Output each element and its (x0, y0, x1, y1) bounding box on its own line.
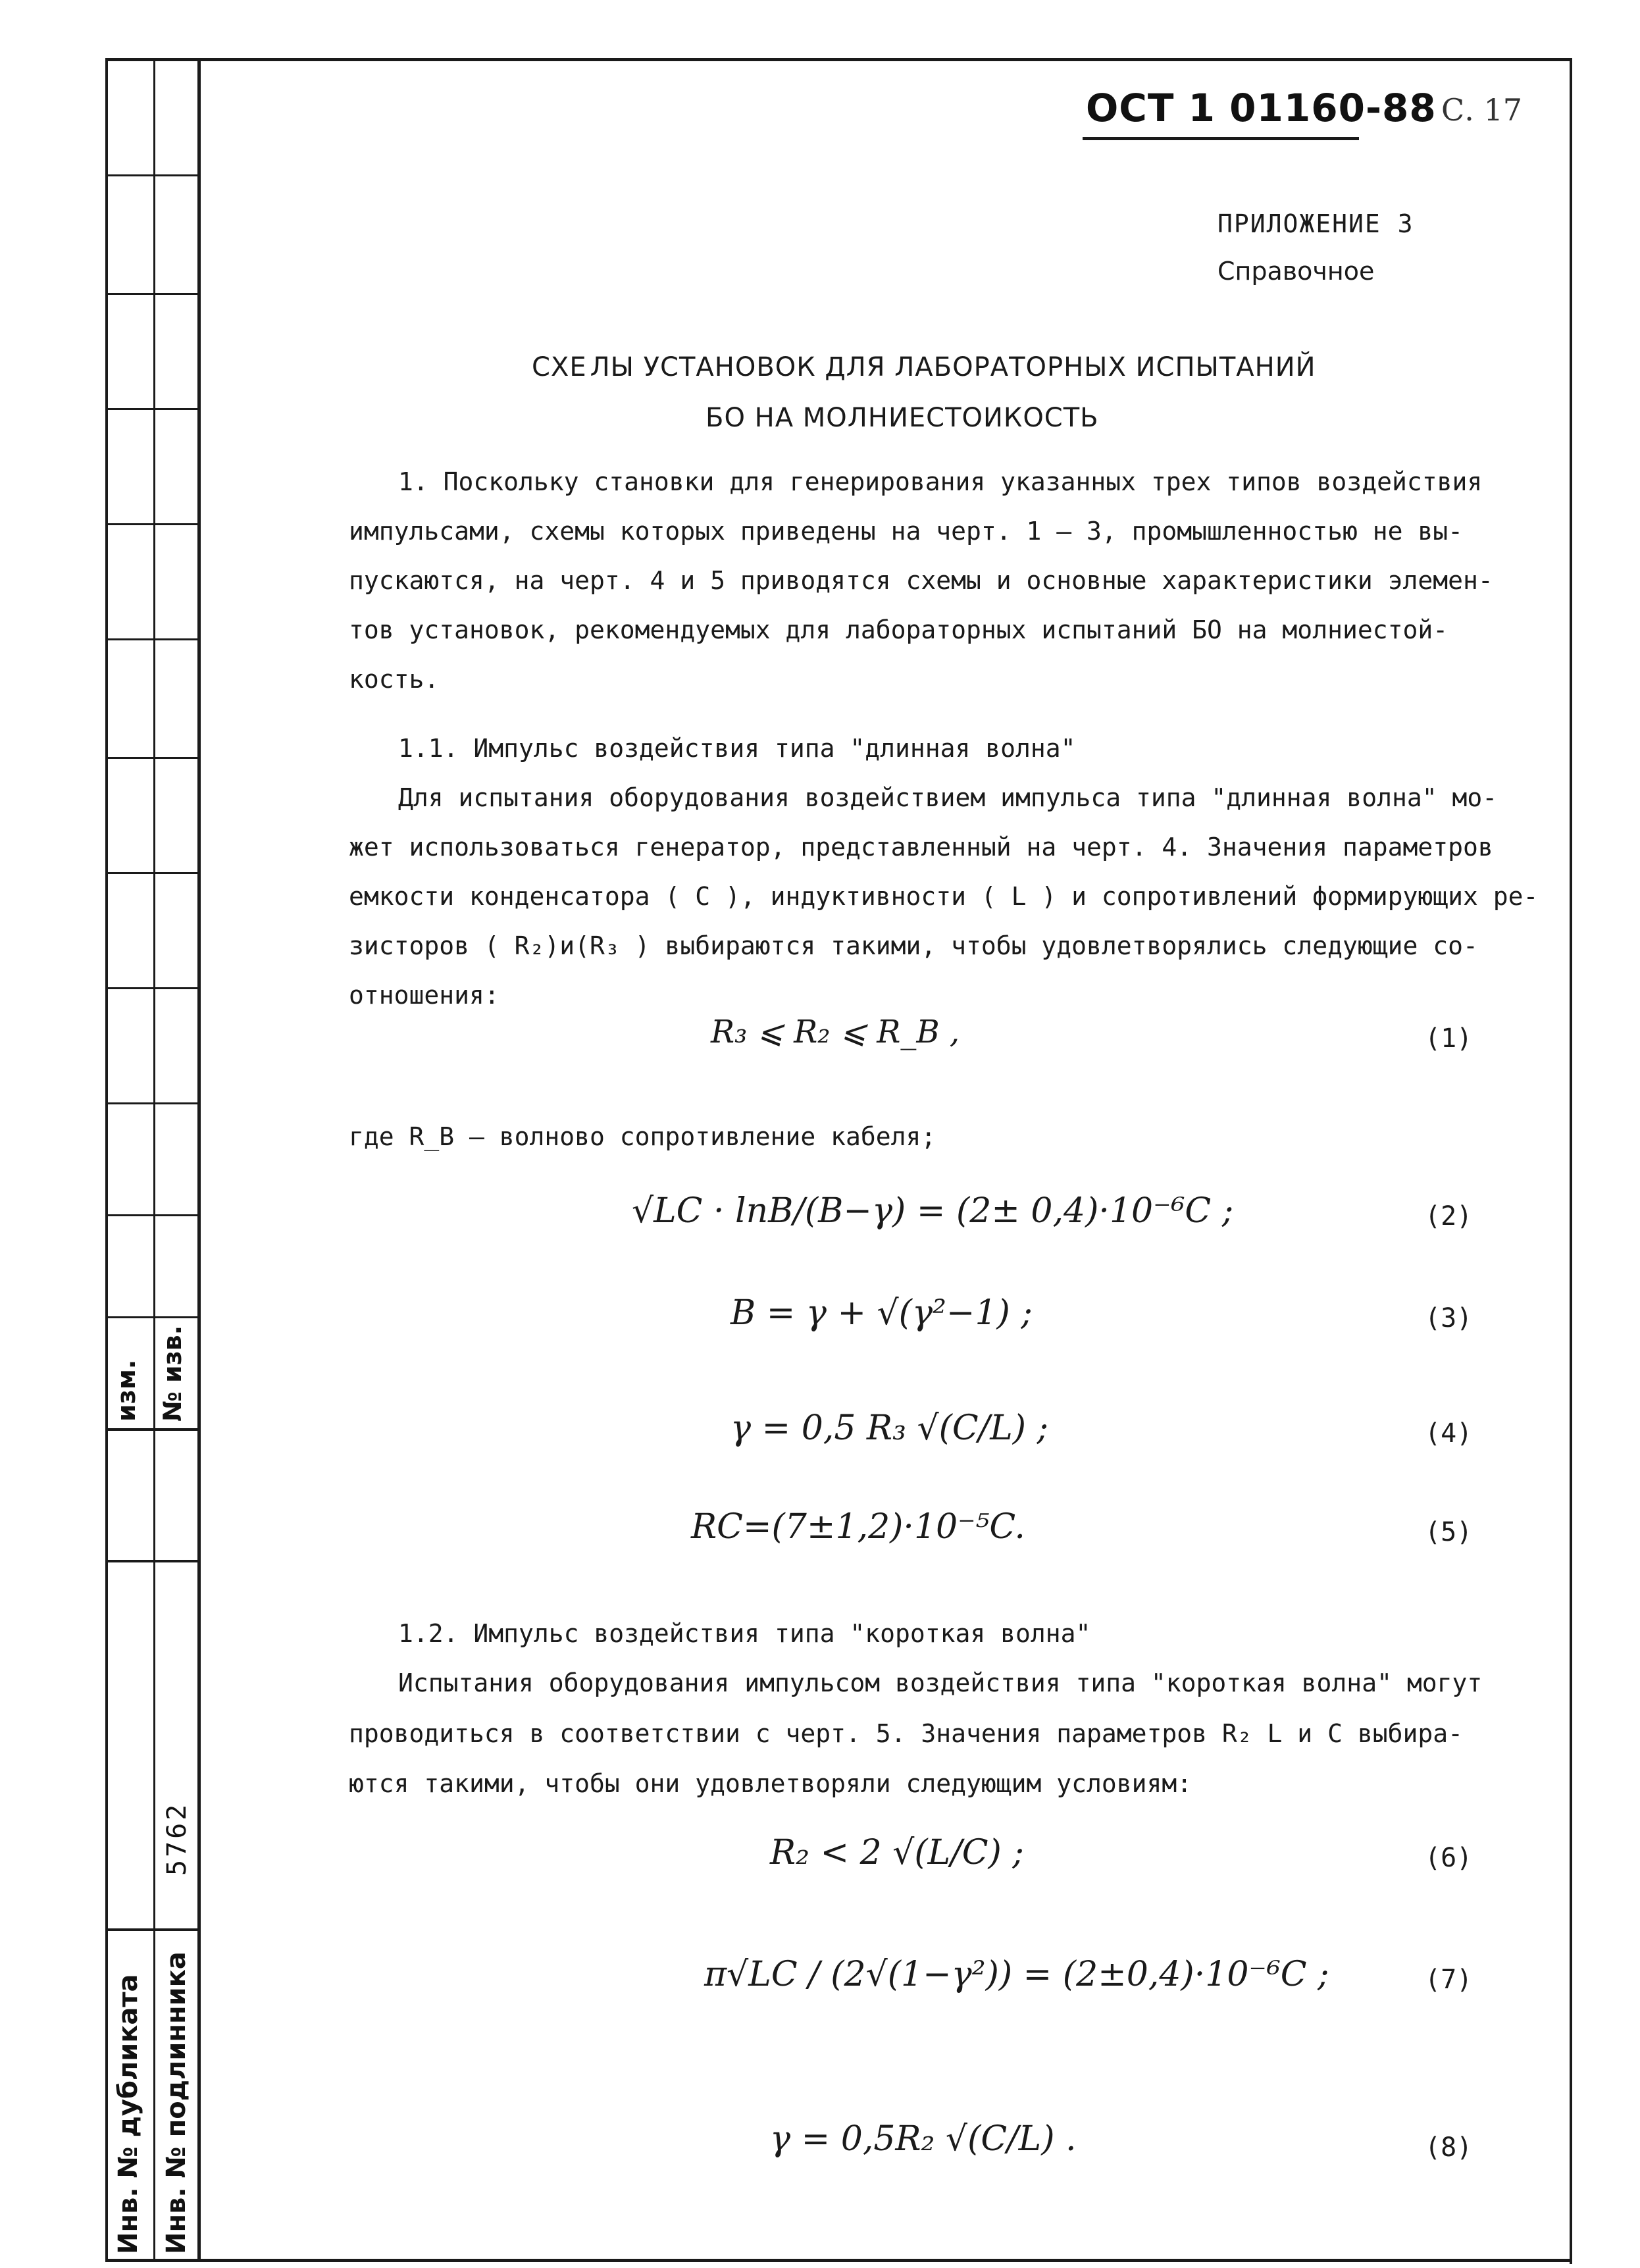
equation-3: B = γ + √(γ²−1) ; (730, 1293, 1033, 1333)
section-1-2-heading: 1.2. Импульс воздействия типа "короткая волна" (398, 1619, 1091, 1648)
para3-line: ются такими, чтобы они удовлетворяли следующим условиям: (349, 1769, 1192, 1798)
para1-line: импульсами, схемы которых приведены на черт. 1 – 3, промышленностью не вы- (349, 517, 1463, 546)
para2-line: отношения: (349, 981, 500, 1010)
stamp-inv-dubl: Инв. № дубликата (113, 1974, 143, 2254)
para3-line: проводиться в соответствии с черт. 5. Значения параметров R₂ L и C выбира- (349, 1719, 1463, 1748)
frame-right (1570, 58, 1572, 2264)
equation-1: R₃ ⩽ R₂ ⩽ R_B , (711, 1014, 960, 1050)
para2-line: зисторов ( R₂)и(R₃ ) выбираются такими, чтобы удовлетворялись следующие со- (349, 931, 1478, 960)
doc-code-underline (1083, 137, 1359, 140)
frame-top (105, 58, 1572, 61)
margin-cell-line (105, 757, 199, 759)
section-1-1-heading: 1.1. Импульс воздействия типа "длинная волна" (398, 734, 1076, 763)
margin-outer-line (105, 58, 108, 2262)
doc-code: ОСТ 1 01160-88 (1086, 86, 1437, 130)
equation-2: √LC · lnB/(B−γ) = (2± 0,4)·10⁻⁶C ; (632, 1191, 1234, 1231)
page-number: С. 17 (1441, 92, 1522, 128)
equation-8-number: (8) (1425, 2132, 1473, 2163)
para2-line: Для испытания оборудования воздействием импульса типа "длинная волна" мо- (398, 783, 1498, 812)
margin-cell-line (105, 1428, 199, 1431)
equation-2-number: (2) (1425, 1201, 1473, 1231)
margin-cell-line (105, 1928, 199, 1931)
stamp-inv-podl: Инв. № подлинника (161, 1951, 192, 2254)
frame-bottom (105, 2259, 1572, 2262)
equation-8: γ = 0,5R₂ √(C/L) . (770, 2119, 1077, 2159)
equation-7-number: (7) (1425, 1965, 1473, 1995)
margin-cell-line (105, 638, 199, 640)
para1-line: 1. Поскольку становки для генерирования указанных трех типов воздействия (398, 467, 1483, 496)
margin-inner-line (153, 58, 155, 2262)
where-line: где R_B – волново сопротивление кабеля; (349, 1122, 936, 1151)
margin-cell-line (105, 987, 199, 989)
equation-7: π√LC / (2√(1−γ²)) = (2±0,4)·10⁻⁶C ; (704, 1955, 1329, 1994)
equation-5-number: (5) (1425, 1517, 1473, 1547)
title-line-1: СХЕ ЛЫ УСТАНОВОК ДЛЯ ЛАБОРАТОРНЫХ ИСПЫТАНИЙ (532, 352, 1316, 382)
appendix-kind: Справочное (1217, 257, 1375, 286)
margin-cell-line (105, 872, 199, 874)
stamp-inv-number: 5762 (162, 1801, 192, 1876)
para2-line: емкости конденсатора ( C ), индуктивности ( L ) и сопротивлений формирующих ре- (349, 882, 1539, 911)
equation-1-number: (1) (1425, 1023, 1473, 1054)
margin-cell-line (105, 1560, 199, 1562)
equation-6-number: (6) (1425, 1843, 1473, 1873)
margin-cell-line (105, 408, 199, 410)
margin-cell-line (105, 1316, 199, 1318)
para1-line: тов установок, рекомендуемых для лабораторных испытаний БО на молниестой- (349, 615, 1448, 644)
margin-cell-line (105, 174, 199, 176)
equation-6: R₂ < 2 √(L/C) ; (770, 1833, 1024, 1872)
margin-cell-line (105, 1214, 199, 1216)
para1-line: пускаются, на черт. 4 и 5 приводятся схемы и основные характеристики элемен- (349, 566, 1493, 595)
margin-cell-line (105, 1102, 199, 1104)
equation-4: γ = 0,5 R₃ √(C/L) ; (730, 1408, 1049, 1448)
equation-5: RC=(7±1,2)·10⁻⁵C. (691, 1507, 1025, 1547)
para2-line: жет использоваться генератор, представленный на черт. 4. Значения параметров (349, 833, 1493, 862)
stamp-izm: изм. (112, 1359, 141, 1422)
para1-line: кость. (349, 665, 440, 694)
margin-cell-line (105, 293, 199, 295)
equation-4-number: (4) (1425, 1418, 1473, 1449)
para3-line: Испытания оборудования импульсом воздействия типа "короткая волна" могут (398, 1668, 1483, 1697)
equation-3-number: (3) (1425, 1303, 1473, 1333)
appendix-label: ПРИЛОЖЕНИЕ 3 (1217, 209, 1414, 238)
stamp-no-izv: № изв. (158, 1325, 187, 1422)
frame-left (197, 58, 201, 2262)
margin-cell-line (105, 523, 199, 525)
title-line-2: БО НА МОЛНИЕСТОИКОСТЬ (705, 403, 1099, 433)
